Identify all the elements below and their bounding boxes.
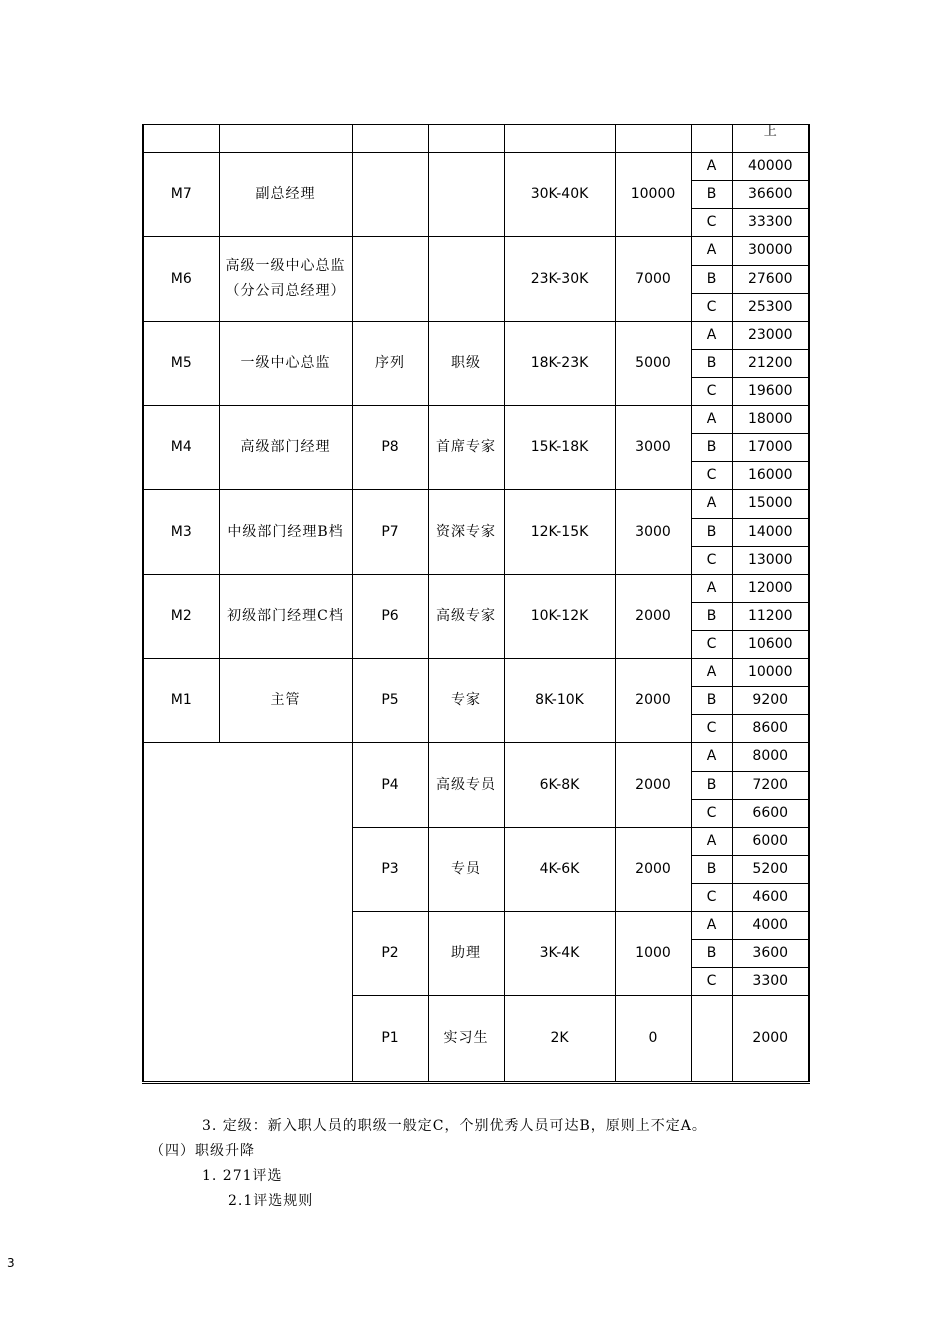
salary-range-cell: 2K [504, 996, 615, 1083]
tier-salary-cell: 9200 [732, 687, 809, 715]
m-level-cell: M6 [143, 237, 219, 321]
step-cell: 10000 [615, 153, 691, 237]
m-level-cell: M5 [143, 321, 219, 405]
tier-salary-cell: 8600 [732, 715, 809, 743]
salary-range-cell: 18K-23K [504, 321, 615, 405]
tier-salary-cell: 3600 [732, 940, 809, 968]
tier-cell: B [691, 940, 732, 968]
tier-cell: B [691, 349, 732, 377]
tier-salary-cell: 15000 [732, 490, 809, 518]
p-level-cell [352, 153, 428, 237]
tier-cell: B [691, 602, 732, 630]
table-row [143, 237, 809, 265]
step-cell: 2000 [615, 574, 691, 658]
p-level-cell: P8 [352, 406, 428, 490]
tier-salary-cell: 17000 [732, 434, 809, 462]
tier-salary-cell: 21200 [732, 349, 809, 377]
tier-cell: A [691, 237, 732, 265]
p-title-cell: 实习生 [428, 996, 504, 1083]
page-number: 3 [7, 1256, 15, 1270]
p-title-cell [428, 237, 504, 321]
salary-range-cell: 6K-8K [504, 743, 615, 827]
tier-cell: C [691, 799, 732, 827]
table-row [143, 153, 809, 181]
tier-cell: B [691, 687, 732, 715]
tier-salary-cell: 13000 [732, 546, 809, 574]
tier-salary-cell: 10000 [732, 659, 809, 687]
tier-cell: B [691, 771, 732, 799]
tier-cell [691, 996, 732, 1083]
salary-range-cell: 23K-30K [504, 237, 615, 321]
m-level-cell: M3 [143, 490, 219, 574]
tier-salary-cell: 23000 [732, 321, 809, 349]
tier-salary-cell: 6600 [732, 799, 809, 827]
p-level-cell: P5 [352, 659, 428, 743]
tier-cell: C [691, 293, 732, 321]
top-mark: 上 [763, 123, 777, 139]
tier-cell: A [691, 406, 732, 434]
tier-cell: C [691, 377, 732, 405]
table-header-row [143, 125, 809, 153]
tier-cell: B [691, 518, 732, 546]
tier-salary-cell: 4600 [732, 883, 809, 911]
tier-salary-cell: 3300 [732, 968, 809, 996]
p-title-cell: 高级专员 [428, 743, 504, 827]
step-cell: 2000 [615, 659, 691, 743]
p-level-cell [352, 237, 428, 321]
m-title-cell: 高级部门经理 [219, 406, 352, 490]
empty-merged-cell [143, 743, 352, 1083]
tier-cell: C [691, 209, 732, 237]
step-cell: 1000 [615, 912, 691, 996]
p-title-cell: 职级 [428, 321, 504, 405]
tier-cell: C [691, 462, 732, 490]
tier-cell: A [691, 490, 732, 518]
step-cell: 5000 [615, 321, 691, 405]
m-title-cell: 副总经理 [219, 153, 352, 237]
tier-salary-cell: 14000 [732, 518, 809, 546]
tier-cell: A [691, 743, 732, 771]
p-title-cell: 高级专家 [428, 574, 504, 658]
step-cell: 7000 [615, 237, 691, 321]
tier-cell: B [691, 434, 732, 462]
step-cell: 2000 [615, 743, 691, 827]
tier-salary-cell: 2000 [732, 996, 809, 1083]
tier-cell: A [691, 321, 732, 349]
table-row [143, 406, 809, 434]
tier-salary-cell: 11200 [732, 602, 809, 630]
step-cell: 0 [615, 996, 691, 1083]
m-title-cell: 主管 [219, 659, 352, 743]
tier-salary-cell: 8000 [732, 743, 809, 771]
item-1-text: 1. 271评选 [202, 1168, 283, 1184]
p-title-cell [428, 153, 504, 237]
table-row [143, 743, 809, 771]
tier-cell: A [691, 827, 732, 855]
p-level-cell: P7 [352, 490, 428, 574]
tier-cell: B [691, 265, 732, 293]
rule-3-text: 3. 定级：新入职人员的职级一般定C，个别优秀人员可达B，原则上不定A。 [202, 1118, 707, 1134]
salary-range-cell: 30K-40K [504, 153, 615, 237]
p-level-cell: P6 [352, 574, 428, 658]
tier-salary-cell: 5200 [732, 855, 809, 883]
tier-cell: C [691, 968, 732, 996]
tier-cell: A [691, 153, 732, 181]
p-title-cell: 资深专家 [428, 490, 504, 574]
salary-range-cell: 12K-15K [504, 490, 615, 574]
m-title-cell: 初级部门经理C档 [219, 574, 352, 658]
salary-range-cell: 15K-18K [504, 406, 615, 490]
tier-salary-cell: 33300 [732, 209, 809, 237]
p-title-cell: 首席专家 [428, 406, 504, 490]
p-level-cell: P2 [352, 912, 428, 996]
tier-salary-cell: 30000 [732, 237, 809, 265]
tier-cell: C [691, 883, 732, 911]
tier-cell: B [691, 855, 732, 883]
p-level-cell: P3 [352, 827, 428, 911]
tier-salary-cell: 4000 [732, 912, 809, 940]
tier-cell: A [691, 659, 732, 687]
p-title-cell: 助理 [428, 912, 504, 996]
salary-grade-table [142, 124, 810, 1084]
tier-salary-cell: 25300 [732, 293, 809, 321]
m-title-cell: 一级中心总监 [219, 321, 352, 405]
tier-salary-cell: 18000 [732, 406, 809, 434]
salary-range-cell: 3K-4K [504, 912, 615, 996]
tier-salary-cell: 36600 [732, 181, 809, 209]
tier-cell: A [691, 912, 732, 940]
salary-range-cell: 8K-10K [504, 659, 615, 743]
m-level-cell: M4 [143, 406, 219, 490]
step-cell: 3000 [615, 406, 691, 490]
p-level-cell: P1 [352, 996, 428, 1083]
salary-range-cell: 4K-6K [504, 827, 615, 911]
tier-salary-cell: 40000 [732, 153, 809, 181]
tier-salary-cell: 10600 [732, 630, 809, 658]
tier-cell: C [691, 630, 732, 658]
salary-range-cell: 10K-12K [504, 574, 615, 658]
tier-salary-cell: 27600 [732, 265, 809, 293]
m-level-cell: M7 [143, 153, 219, 237]
p-level-cell: 序列 [352, 321, 428, 405]
table-row [143, 574, 809, 602]
tier-cell: C [691, 715, 732, 743]
table-row [143, 321, 809, 349]
m-level-cell: M1 [143, 659, 219, 743]
tier-salary-cell: 19600 [732, 377, 809, 405]
p-title-cell: 专员 [428, 827, 504, 911]
tier-salary-cell: 7200 [732, 771, 809, 799]
tier-cell: C [691, 546, 732, 574]
section-4-heading: （四）职级升降 [150, 1143, 255, 1159]
item-2-1-text: 2.1评选规则 [228, 1193, 314, 1209]
tier-cell: B [691, 181, 732, 209]
m-title-cell: 中级部门经理B档 [219, 490, 352, 574]
m-title-cell: 高级一级中心总监（分公司总经理） [219, 237, 352, 321]
p-title-cell: 专家 [428, 659, 504, 743]
tier-salary-cell: 6000 [732, 827, 809, 855]
tier-cell: A [691, 574, 732, 602]
tier-salary-cell: 16000 [732, 462, 809, 490]
m-level-cell: M2 [143, 574, 219, 658]
step-cell: 3000 [615, 490, 691, 574]
step-cell: 2000 [615, 827, 691, 911]
tier-salary-cell: 12000 [732, 574, 809, 602]
table-row [143, 659, 809, 687]
p-level-cell: P4 [352, 743, 428, 827]
table-row [143, 490, 809, 518]
